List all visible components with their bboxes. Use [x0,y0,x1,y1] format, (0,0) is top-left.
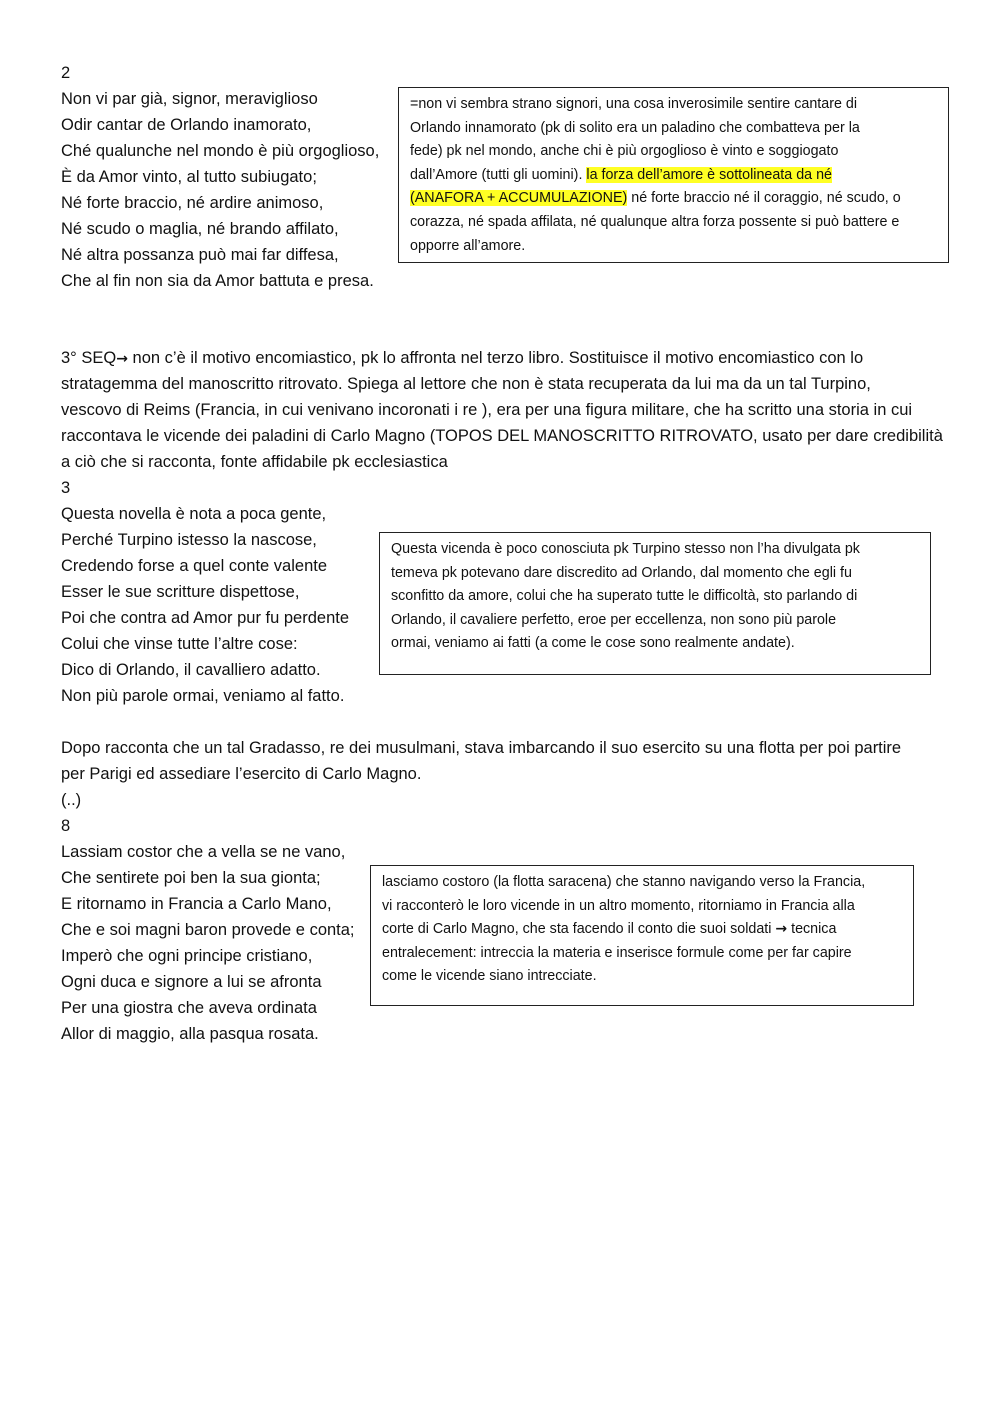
stanza-8-verse: Lassiam costor che a vella se ne vano, [61,843,346,861]
paragraph-line: per Parigi ed assediare l’esercito di Carlo Magno. [61,765,422,783]
note-text: dall’Amore (tutti gli uomini). [410,166,587,183]
stanza-8-verse: Che sentirete poi ben la sua gionta; [61,869,321,887]
note-line: sconfitto da amore, colui che ha superato tutte le difficoltà, sto parlando di [391,588,858,605]
paragraph-line: vescovo di Reims (Francia, in cui venivano incoronati i re ), era per una figura militare, che ha scritto una storia in cui [61,401,913,419]
stanza-3-verse: Esser le sue scritture dispettose, [61,583,300,601]
stanza-3-verse: Perché Turpino istesso la nascose, [61,531,317,549]
note-line: temeva pk potevano dare discredito ad Orlando, dal momento che egli fu [391,564,852,581]
highlighted-text: la forza dell’amore è sottolineata da né [586,166,832,183]
arrow-right-icon: → [775,921,788,938]
note-line [382,918,902,942]
stanza-8-verse: Allor di maggio, alla pasqua rosata. [61,1025,319,1043]
paragraph-text: non c’è il motivo encomiastico, pk lo affronta nel terzo libro. Sostituisce il motivo encomiastico con lo [127,349,864,367]
sequence-label: 3° SEQ [61,349,117,367]
stanza-2-verse: Né altra possanza può mai far diffesa, [61,246,339,264]
ellipsis-marker: (..) [61,791,82,809]
note-line: =non vi sembra strano signori, una cosa inverosimile sentire cantare di [410,96,858,112]
note-line: corazza, né spada affilata, né qualunque altra forza possente si può battere e [410,213,900,230]
stanza-2-verse: Né forte braccio, né ardire animoso, [61,194,324,212]
note-line: ormai, veniamo ai fatti (a come le cose sono realmente andate). [391,635,795,652]
stanza-2-verse: Odir cantar de Orlando inamorato, [61,116,312,134]
stanza-3-verse: Questa novella è nota a poca gente, [61,505,327,523]
note-line: lasciamo costoro (la flotta saracena) che stanno navigando verso la Francia, [382,874,866,890]
paragraph-line: Dopo racconta che un tal Gradasso, re dei musulmani, stava imbarcando il suo esercito su una flotta per poi partire [61,739,902,757]
note-line: Questa vicenda è poco conosciuta pk Turpino stesso non l’ha divulgata pk [391,541,860,557]
note-line: Orlando, il cavaliere perfetto, eroe per eccellenza, non sono più parole [391,611,837,628]
stanza-2-verse: Ché qualunche nel mondo è più orgoglioso, [61,142,380,160]
note-line: fede) pk nel mondo, anche chi è più orgoglioso è vinto e soggiogato [410,143,839,160]
stanza-8-verse: Imperò che ogni principe cristiano, [61,947,313,965]
stanza-3-verse: Dico di Orlando, il cavalliero adatto. [61,661,321,679]
stanza-2-verse: Che al fin non sia da Amor battuta e presa. [61,272,374,290]
note-line: Orlando innamorato (pk di solito era un paladino che combatteva per la [410,119,860,136]
highlighted-text: (ANAFORA + ACCUMULAZIONE) [410,190,628,207]
stanza-2-verse: Né scudo o maglia, né brando affilato, [61,220,339,238]
stanza-8-verse: Che e soi magni baron provede e conta; [61,921,355,939]
stanza-8-verse: Ogni duca e signore a lui se afronta [61,973,322,991]
stanza-3-verse: Non più parole ormai, veniamo al fatto. [61,687,345,705]
stanza-8-verse: E ritornamo in Francia a Carlo Mano, [61,895,332,913]
note-text: corte di Carlo Magno, che sta facendo il conto die suoi soldati [382,921,776,938]
stanza-8-number: 8 [61,817,71,835]
stanza-3-verse: Poi che contra ad Amor pur fu perdente [61,609,350,627]
stanza-3-number: 3 [61,479,71,497]
arrow-right-icon: → [116,351,128,367]
stanza-8-note-box [370,865,914,1006]
stanza-8-verse: Per una giostra che aveva ordinata [61,999,317,1017]
note-line: opporre all’amore. [410,237,526,254]
stanza-2-note-box [398,87,949,263]
note-line: entralecement: intreccia la materia e inserisce formule come per far capire [382,944,852,961]
note-line [410,187,937,211]
paragraph-line: a ciò che si racconta, fonte affidabile pk ecclesiastica [61,453,448,471]
paragraph-line: raccontava le vicende dei paladini di Carlo Magno (TOPOS DEL MANOSCRITTO RITROVATO, usato per dare credibilità [61,427,943,445]
note-text: tecnica [787,921,837,938]
note-line: vi racconterò le loro vicende in un altro momento, ritorniamo in Francia alla [382,897,855,914]
note-line [410,164,937,188]
note-text: né forte braccio né il coraggio, né scudo, o [627,190,901,207]
stanza-3-verse: Colui che vinse tutte l’altre cose: [61,635,298,653]
stanza-2-verse: Non vi par già, signor, meraviglioso [61,90,318,108]
stanza-3-verse: Credendo forse a quel conte valente [61,557,328,575]
stanza-2-verse: È da Amor vinto, al tutto subiugato; [61,168,317,186]
stanza-3-note-box [379,532,931,675]
note-line: come le vicende siano intrecciate. [382,968,597,985]
paragraph-line [61,345,863,372]
paragraph-line: stratagemma del manoscritto ritrovato. Spiega al lettore che non è stata recuperata da lui ma da un tal Turpino, [61,375,871,393]
stanza-2-number: 2 [61,64,71,82]
